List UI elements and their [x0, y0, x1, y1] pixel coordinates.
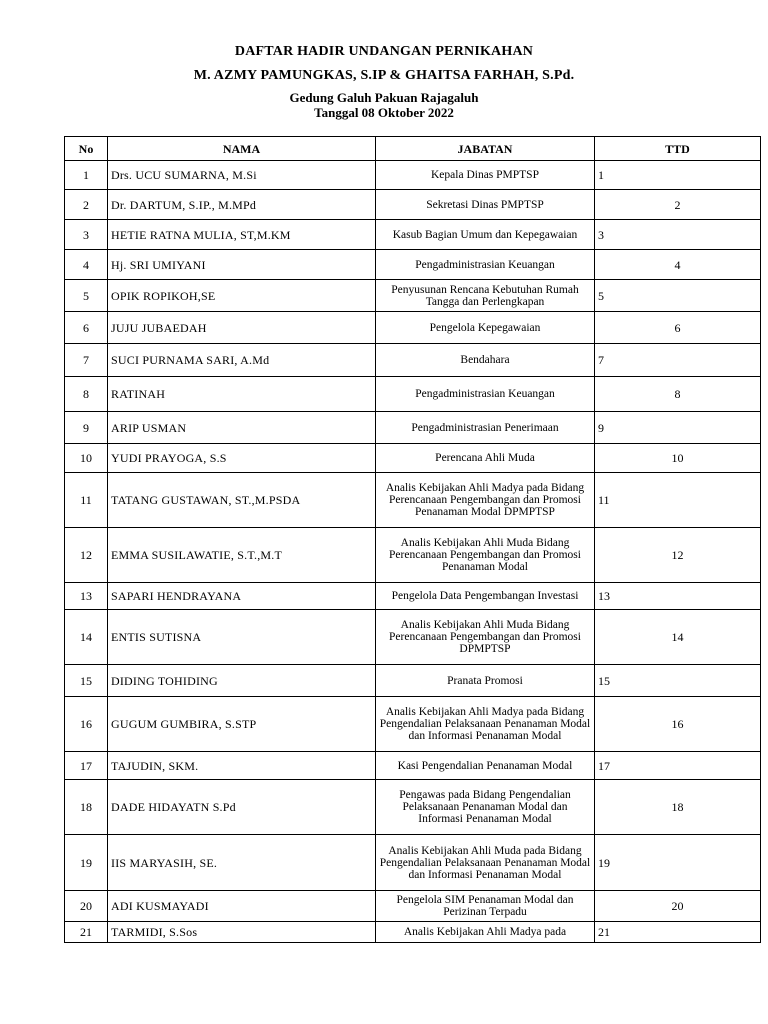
row-nama: ARIP USMAN — [108, 412, 376, 444]
row-jabatan: Pengawas pada Bidang Pengendalian Pelaksanaan Penanaman Modal dan Informasi Penanaman Modal — [376, 780, 595, 835]
row-number: 12 — [65, 528, 108, 583]
row-nama: OPIK ROPIKOH,SE — [108, 280, 376, 312]
row-number: 21 — [65, 922, 108, 943]
table-row — [65, 780, 761, 835]
row-ttd: 12 — [595, 528, 761, 583]
row-jabatan: Pengadministrasian Penerimaan — [376, 412, 595, 444]
row-jabatan: Pranata Promosi — [376, 665, 595, 697]
table-row — [65, 583, 761, 610]
row-ttd: 17 — [595, 752, 761, 780]
table-row — [65, 412, 761, 444]
row-jabatan: Kepala Dinas PMPTSP — [376, 161, 595, 190]
attendance-table — [64, 136, 761, 943]
row-ttd: 15 — [595, 665, 761, 697]
row-ttd: 8 — [595, 377, 761, 412]
row-number: 5 — [65, 280, 108, 312]
table-header-row — [65, 137, 761, 161]
row-ttd: 5 — [595, 280, 761, 312]
row-number: 20 — [65, 891, 108, 922]
row-number: 18 — [65, 780, 108, 835]
table-row — [65, 220, 761, 250]
row-ttd: 13 — [595, 583, 761, 610]
row-jabatan: Pengadministrasian Keuangan — [376, 377, 595, 412]
row-jabatan: Analis Kebijakan Ahli Muda pada Bidang Pengendalian Pelaksanaan Penanaman Modal dan Informasi Penanaman Modal — [376, 835, 595, 891]
row-nama: IIS MARYASIH, SE. — [108, 835, 376, 891]
header-nama: NAMA — [108, 137, 376, 161]
header-no: No — [65, 137, 108, 161]
row-number: 1 — [65, 161, 108, 190]
table-body — [65, 161, 761, 943]
row-nama: TAJUDIN, SKM. — [108, 752, 376, 780]
row-ttd: 9 — [595, 412, 761, 444]
row-number: 11 — [65, 473, 108, 528]
row-number: 14 — [65, 610, 108, 665]
row-ttd: 19 — [595, 835, 761, 891]
table-row — [65, 312, 761, 344]
row-ttd: 16 — [595, 697, 761, 752]
row-nama: GUGUM GUMBIRA, S.STP — [108, 697, 376, 752]
table-row — [65, 377, 761, 412]
row-ttd: 2 — [595, 190, 761, 220]
table-row — [65, 697, 761, 752]
row-number: 15 — [65, 665, 108, 697]
row-jabatan: Pengelola Data Pengembangan Investasi — [376, 583, 595, 610]
row-jabatan: Analis Kebijakan Ahli Madya pada Bidang Pengendalian Pelaksanaan Penanaman Modal dan Informasi Penanaman Modal — [376, 697, 595, 752]
row-number: 19 — [65, 835, 108, 891]
row-ttd: 3 — [595, 220, 761, 250]
row-nama: DIDING TOHIDING — [108, 665, 376, 697]
row-nama: ENTIS SUTISNA — [108, 610, 376, 665]
table-row — [65, 610, 761, 665]
row-number: 8 — [65, 377, 108, 412]
row-number: 10 — [65, 444, 108, 473]
row-jabatan: Pengelola SIM Penanaman Modal dan Perizinan Terpadu — [376, 891, 595, 922]
couple-names: M. AZMY PAMUNGKAS, S.IP & GHAITSA FARHAH, S.Pd. — [193, 68, 575, 83]
document-title: DAFTAR HADIR UNDANGAN PERNIKAHAN — [234, 44, 534, 59]
row-jabatan: Sekretasi Dinas PMPTSP — [376, 190, 595, 220]
table-row — [65, 250, 761, 280]
row-jabatan: Kasi Pengendalian Penanaman Modal — [376, 752, 595, 780]
row-nama: EMMA SUSILAWATIE, S.T.,M.T — [108, 528, 376, 583]
table-row — [65, 161, 761, 190]
row-nama: Drs. UCU SUMARNA, M.Si — [108, 161, 376, 190]
row-jabatan: Bendahara — [376, 344, 595, 377]
row-ttd: 1 — [595, 161, 761, 190]
row-nama: HETIE RATNA MULIA, ST,M.KM — [108, 220, 376, 250]
row-number: 7 — [65, 344, 108, 377]
row-number: 6 — [65, 312, 108, 344]
row-nama: TATANG GUSTAWAN, ST.,M.PSDA — [108, 473, 376, 528]
table-row — [65, 752, 761, 780]
row-jabatan: Perencana Ahli Muda — [376, 444, 595, 473]
row-jabatan: Pengelola Kepegawaian — [376, 312, 595, 344]
venue: Gedung Galuh Pakuan Rajagaluh — [289, 90, 479, 105]
row-nama: SAPARI HENDRAYANA — [108, 583, 376, 610]
row-nama: TARMIDI, S.Sos — [108, 922, 376, 943]
row-nama: SUCI PURNAMA SARI, A.Md — [108, 344, 376, 377]
row-jabatan: Kasub Bagian Umum dan Kepegawaian — [376, 220, 595, 250]
event-date: Tanggal 08 Oktober 2022 — [314, 105, 454, 120]
row-jabatan: Analis Kebijakan Ahli Muda Bidang Perencanaan Pengembangan dan Promosi DPMPTSP — [376, 610, 595, 665]
row-number: 17 — [65, 752, 108, 780]
row-jabatan: Pengadministrasian Keuangan — [376, 250, 595, 280]
row-ttd: 10 — [595, 444, 761, 473]
row-nama: JUJU JUBAEDAH — [108, 312, 376, 344]
row-nama: Hj. SRI UMIYANI — [108, 250, 376, 280]
table-row — [65, 665, 761, 697]
row-nama: YUDI PRAYOGA, S.S — [108, 444, 376, 473]
row-nama: DADE HIDAYATN S.Pd — [108, 780, 376, 835]
row-ttd: 6 — [595, 312, 761, 344]
row-ttd: 21 — [595, 922, 761, 943]
table-row — [65, 444, 761, 473]
row-ttd: 7 — [595, 344, 761, 377]
row-number: 3 — [65, 220, 108, 250]
row-ttd: 11 — [595, 473, 761, 528]
row-ttd: 20 — [595, 891, 761, 922]
row-nama: ADI KUSMAYADI — [108, 891, 376, 922]
table-row — [65, 344, 761, 377]
row-number: 2 — [65, 190, 108, 220]
row-jabatan: Analis Kebijakan Ahli Madya pada Bidang Perencanaan Pengembangan dan Promosi Penanaman Modal DPMPTSP — [376, 473, 595, 528]
row-ttd: 14 — [595, 610, 761, 665]
table-row — [65, 835, 761, 891]
table-row — [65, 528, 761, 583]
row-jabatan: Penyusunan Rencana Kebutuhan Rumah Tangga dan Perlengkapan — [376, 280, 595, 312]
table-row — [65, 473, 761, 528]
row-number: 13 — [65, 583, 108, 610]
row-jabatan: Analis Kebijakan Ahli Muda Bidang Perencanaan Pengembangan dan Promosi Penanaman Modal — [376, 528, 595, 583]
header-jabatan: JABATAN — [376, 137, 595, 161]
row-ttd: 18 — [595, 780, 761, 835]
table-row — [65, 891, 761, 922]
row-number: 16 — [65, 697, 108, 752]
row-number: 9 — [65, 412, 108, 444]
table-row — [65, 190, 761, 220]
table-row — [65, 280, 761, 312]
row-ttd: 4 — [595, 250, 761, 280]
row-jabatan: Analis Kebijakan Ahli Madya pada — [376, 922, 595, 943]
table-row — [65, 922, 761, 943]
row-nama: RATINAH — [108, 377, 376, 412]
row-nama: Dr. DARTUM, S.IP., M.MPd — [108, 190, 376, 220]
row-number: 4 — [65, 250, 108, 280]
header-ttd: TTD — [595, 137, 761, 161]
